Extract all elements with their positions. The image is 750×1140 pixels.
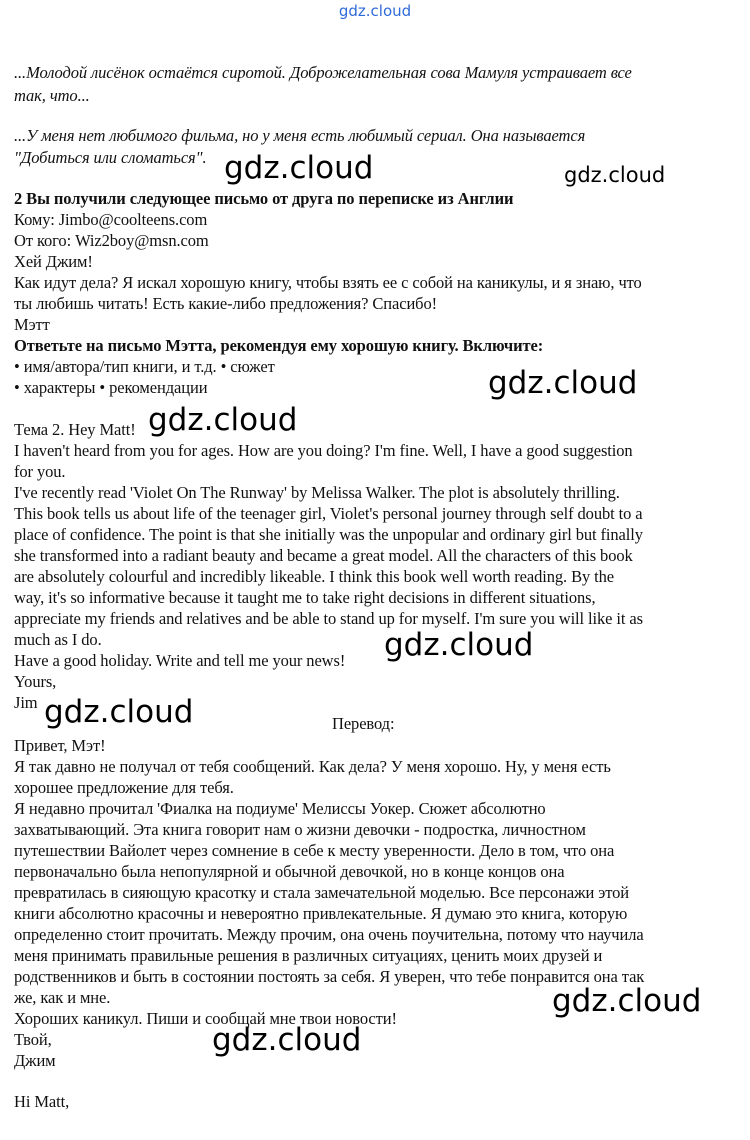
answer-en-line: Yours, (14, 672, 57, 691)
watermark: gdz.cloud (224, 150, 374, 186)
answer-ru-line: первоначально была непопулярной и обычной девочкой, но в конце концов она (14, 862, 565, 881)
answer-ru-line: определенно стоит прочитать. Между прочим, она очень поучительна, потому что научила (14, 925, 644, 944)
answer-ru-line: путешествии Вайолет через сомнение в себе к месту уверенности. Дело в том, что она (14, 841, 615, 860)
task-bullets-2: • характеры • рекомендации (14, 378, 208, 397)
answer-ru-line: родственников и быть в состоянии постоять за себя. Я уверен, что тебе понравится она так (14, 967, 645, 986)
answer-ru-line: Хороших каникул. Пиши и сообщай мне твои новости! (14, 1009, 397, 1028)
answer-en-line: Jim (14, 693, 38, 712)
answer-en-line: much as I do. (14, 630, 102, 649)
letter-to: Кому: Jimbo@coolteens.com (14, 210, 208, 229)
answer-en-line: for you. (14, 462, 66, 481)
answer-en-line: Have a good holiday. Write and tell me your news! (14, 651, 346, 670)
task-instruction: Ответьте на письмо Мэтта, рекомендуя ему хорошую книгу. Включите: (14, 336, 544, 355)
answer-ru-line: Твой, (14, 1030, 52, 1049)
answer-en-line: she transformed into a radiant beauty and became a great model. All the characters of this book (14, 546, 633, 565)
watermark: gdz.cloud (44, 694, 194, 730)
letter-signature: Мэтт (14, 315, 50, 334)
watermark: gdz.cloud (212, 1022, 362, 1058)
watermark: gdz.cloud (552, 983, 702, 1019)
intro-film-line-1: ...У меня нет любимого фильма, но у меня есть любимый сериал. Она называется (14, 126, 586, 145)
answer-ru-line: книги абсолютно красочны и невероятно привлекательные. Я думаю это книга, которую (14, 904, 628, 923)
footer-greeting: Hi Matt, (14, 1092, 70, 1111)
answer-ru-line: захватывающий. Эта книга говорит нам о жизни девочки - подростка, личностном (14, 820, 586, 839)
answer-en-line: This book tells us about life of the teenager girl, Violet's personal journey through self doubt to a (14, 504, 643, 523)
letter-greeting: Хей Джим! (14, 252, 93, 271)
answer-topic: Тема 2. Hey Matt! (14, 420, 136, 439)
intro-fox-line-2: так, что... (14, 86, 90, 105)
answer-en-line: appreciate my friends and relatives and be able to stand up for myself. I'm sure you will like it as (14, 609, 643, 628)
letter-body-line-1: Как идут дела? Я искал хорошую книгу, чтобы взять ее с собой на каникулы, и я знаю, что (14, 273, 642, 292)
answer-en-line: I haven't heard from you for ages. How are you doing? I'm fine. Well, I have a good suggestion (14, 441, 633, 460)
watermark: gdz.cloud (488, 365, 638, 401)
task-heading: 2 Вы получили следующее письмо от друга по переписке из Англии (14, 189, 514, 208)
answer-en-line: are absolutely colourful and incredibly likeable. I think this book well worth reading. By the (14, 567, 615, 586)
answer-ru-line: Я недавно прочитал 'Фиалка на подиуме' Мелиссы Уокер. Сюжет абсолютно (14, 799, 546, 818)
watermark: gdz.cloud (384, 627, 534, 663)
answer-ru-line: же, как и мне. (14, 988, 111, 1007)
answer-ru-line: Я так давно не получал от тебя сообщений. Как дела? У меня хорошо. Ну, у меня есть (14, 757, 611, 776)
answer-ru-line: хорошее предложение для тебя. (14, 778, 234, 797)
watermark: gdz.cloud (148, 402, 298, 438)
intro-fox-line-1: ...Молодой лисёнок остаётся сиротой. Доброжелательная сова Мамуля устраивает все (14, 63, 632, 82)
answer-en-line: way, it's so informative because it taught me to take right decisions in different situations, (14, 588, 596, 607)
watermark: gdz.cloud (564, 163, 666, 187)
answer-ru-line: превратилась в сияющую красотку и стала замечательной моделью. Все персонажи этой (14, 883, 629, 902)
translation-label: Перевод: (332, 714, 395, 733)
intro-film-line-2: "Добиться или сломаться". (14, 148, 207, 167)
answer-en-line: I've recently read 'Violet On The Runway' by Melissa Walker. The plot is absolutely thrilling. (14, 483, 620, 502)
answer-ru-line: меня принимать правильные решения в различных ситуациях, ценить моих друзей и (14, 946, 603, 965)
letter-from: От кого: Wiz2boy@msn.com (14, 231, 209, 250)
task-bullets-1: • имя/автора/тип книги, и т.д. • сюжет (14, 357, 275, 376)
answer-ru-line: Привет, Мэт! (14, 736, 106, 755)
answer-ru-line: Джим (14, 1051, 56, 1070)
header-watermark: gdz.cloud (338, 2, 412, 20)
letter-body-line-2: ты любишь читать! Есть какие-либо предложения? Спасибо! (14, 294, 438, 313)
answer-en-line: place of confidence. The point is that she initially was the unpopular and ordinary girl but finally (14, 525, 643, 544)
